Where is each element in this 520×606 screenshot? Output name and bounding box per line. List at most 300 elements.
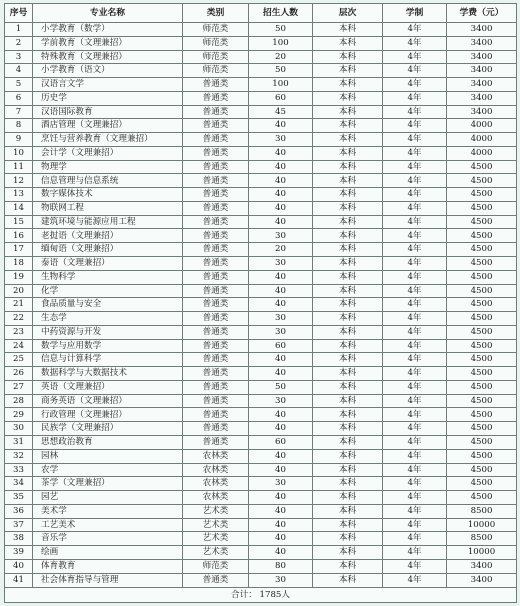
cell-duration: 4年	[383, 284, 447, 298]
cell-tuition: 4500	[447, 491, 517, 505]
cell-level: 本科	[313, 257, 383, 271]
cell-tuition: 4500	[447, 312, 517, 326]
cell-duration: 4年	[383, 518, 447, 532]
cell-index: 2	[5, 36, 33, 50]
table-row	[5, 64, 517, 78]
cell-index: 40	[5, 559, 33, 573]
cell-category: 普通类	[183, 298, 249, 312]
cell-major: 农学	[33, 463, 183, 477]
cell-category: 普通类	[183, 91, 249, 105]
cell-index: 13	[5, 188, 33, 202]
cell-quota: 45	[249, 105, 313, 119]
table-row	[5, 160, 517, 174]
cell-level: 本科	[313, 284, 383, 298]
cell-category: 艺术类	[183, 546, 249, 560]
cell-level: 本科	[313, 463, 383, 477]
cell-tuition: 4500	[447, 174, 517, 188]
cell-category: 普通类	[183, 160, 249, 174]
cell-category: 农林类	[183, 463, 249, 477]
cell-tuition: 3400	[447, 78, 517, 92]
cell-index: 41	[5, 573, 33, 587]
cell-duration: 4年	[383, 119, 447, 133]
cell-index: 6	[5, 91, 33, 105]
cell-tuition: 4500	[447, 215, 517, 229]
cell-quota: 40	[249, 546, 313, 560]
table-row	[5, 312, 517, 326]
cell-quota: 60	[249, 91, 313, 105]
cell-category: 普通类	[183, 201, 249, 215]
table-row	[5, 504, 517, 518]
table-row	[5, 23, 517, 37]
cell-major: 老挝语（文理兼招）	[33, 229, 183, 243]
table-row	[5, 367, 517, 381]
cell-tuition: 4500	[447, 408, 517, 422]
cell-quota: 40	[249, 160, 313, 174]
cell-tuition: 4500	[447, 435, 517, 449]
cell-major: 生物科学	[33, 270, 183, 284]
cell-quota: 50	[249, 23, 313, 37]
table-row	[5, 174, 517, 188]
cell-tuition: 3400	[447, 64, 517, 78]
table-row	[5, 270, 517, 284]
table-row	[5, 408, 517, 422]
cell-level: 本科	[313, 504, 383, 518]
table-row	[5, 243, 517, 257]
cell-tuition: 4500	[447, 380, 517, 394]
cell-major: 园艺	[33, 491, 183, 505]
cell-major: 体育教育	[33, 559, 183, 573]
cell-major: 食品质量与安全	[33, 298, 183, 312]
cell-major: 数学与应用数学	[33, 339, 183, 353]
header-row	[5, 4, 517, 23]
table-row	[5, 477, 517, 491]
cell-major: 音乐学	[33, 532, 183, 546]
cell-major: 物联网工程	[33, 201, 183, 215]
cell-quota: 40	[249, 353, 313, 367]
cell-index: 1	[5, 23, 33, 37]
cell-major: 绘画	[33, 546, 183, 560]
cell-index: 19	[5, 270, 33, 284]
cell-tuition: 4500	[447, 188, 517, 202]
cell-category: 普通类	[183, 146, 249, 160]
cell-duration: 4年	[383, 491, 447, 505]
cell-tuition: 4500	[447, 394, 517, 408]
cell-major: 数据科学与大数据技术	[33, 367, 183, 381]
cell-index: 33	[5, 463, 33, 477]
cell-level: 本科	[313, 546, 383, 560]
table-row	[5, 298, 517, 312]
cell-level: 本科	[313, 339, 383, 353]
cell-duration: 4年	[383, 394, 447, 408]
cell-category: 普通类	[183, 367, 249, 381]
cell-quota: 60	[249, 339, 313, 353]
total-cell: 合计： 1785人	[5, 588, 517, 603]
cell-duration: 4年	[383, 408, 447, 422]
cell-tuition: 4500	[447, 477, 517, 491]
cell-tuition: 3400	[447, 573, 517, 587]
cell-major: 泰语（文理兼招）	[33, 257, 183, 271]
cell-quota: 30	[249, 477, 313, 491]
cell-index: 11	[5, 160, 33, 174]
header-category: 类别	[183, 4, 249, 23]
cell-major: 小学教育（数学）	[33, 23, 183, 37]
table-row	[5, 146, 517, 160]
cell-quota: 40	[249, 491, 313, 505]
cell-major: 建筑环境与能源应用工程	[33, 215, 183, 229]
cell-index: 25	[5, 353, 33, 367]
cell-major: 信息管理与信息系统	[33, 174, 183, 188]
cell-level: 本科	[313, 23, 383, 37]
cell-level: 本科	[313, 532, 383, 546]
table-row	[5, 119, 517, 133]
cell-major: 茶学（文理兼招）	[33, 477, 183, 491]
cell-quota: 30	[249, 325, 313, 339]
cell-level: 本科	[313, 133, 383, 147]
cell-major: 民族学（文理兼招）	[33, 422, 183, 436]
cell-category: 艺术类	[183, 532, 249, 546]
cell-level: 本科	[313, 146, 383, 160]
cell-major: 化学	[33, 284, 183, 298]
cell-quota: 100	[249, 78, 313, 92]
cell-level: 本科	[313, 573, 383, 587]
cell-category: 普通类	[183, 105, 249, 119]
table-row	[5, 380, 517, 394]
cell-index: 16	[5, 229, 33, 243]
cell-quota: 30	[249, 229, 313, 243]
table-row	[5, 188, 517, 202]
cell-duration: 4年	[383, 229, 447, 243]
cell-tuition: 3400	[447, 23, 517, 37]
table-row	[5, 546, 517, 560]
cell-index: 34	[5, 477, 33, 491]
cell-quota: 30	[249, 573, 313, 587]
table-row	[5, 105, 517, 119]
cell-level: 本科	[313, 78, 383, 92]
cell-quota: 40	[249, 119, 313, 133]
cell-index: 38	[5, 532, 33, 546]
cell-tuition: 4500	[447, 284, 517, 298]
cell-quota: 20	[249, 50, 313, 64]
cell-category: 普通类	[183, 435, 249, 449]
cell-major: 历史学	[33, 91, 183, 105]
cell-quota: 80	[249, 559, 313, 573]
cell-index: 22	[5, 312, 33, 326]
cell-duration: 4年	[383, 449, 447, 463]
table-row	[5, 559, 517, 573]
cell-duration: 4年	[383, 559, 447, 573]
table-row	[5, 449, 517, 463]
cell-tuition: 4000	[447, 119, 517, 133]
cell-category: 普通类	[183, 422, 249, 436]
cell-duration: 4年	[383, 422, 447, 436]
cell-tuition: 8500	[447, 532, 517, 546]
cell-duration: 4年	[383, 353, 447, 367]
cell-major: 小学教育（语文）	[33, 64, 183, 78]
cell-tuition: 4500	[447, 257, 517, 271]
cell-index: 12	[5, 174, 33, 188]
cell-category: 艺术类	[183, 518, 249, 532]
cell-quota: 40	[249, 174, 313, 188]
cell-category: 普通类	[183, 408, 249, 422]
cell-index: 32	[5, 449, 33, 463]
enrollment-plan-table	[4, 3, 517, 603]
cell-level: 本科	[313, 243, 383, 257]
enrollment-table-sheet	[4, 3, 516, 603]
cell-duration: 4年	[383, 573, 447, 587]
cell-quota: 40	[249, 449, 313, 463]
cell-level: 本科	[313, 91, 383, 105]
cell-duration: 4年	[383, 504, 447, 518]
cell-duration: 4年	[383, 312, 447, 326]
table-row	[5, 353, 517, 367]
cell-duration: 4年	[383, 380, 447, 394]
cell-duration: 4年	[383, 23, 447, 37]
cell-tuition: 4500	[447, 243, 517, 257]
cell-index: 3	[5, 50, 33, 64]
cell-duration: 4年	[383, 174, 447, 188]
cell-quota: 40	[249, 201, 313, 215]
cell-major: 行政管理（文理兼招）	[33, 408, 183, 422]
cell-major: 信息与计算科学	[33, 353, 183, 367]
cell-category: 师范类	[183, 50, 249, 64]
cell-major: 酒店管理（文理兼招）	[33, 119, 183, 133]
header-level: 层次	[313, 4, 383, 23]
table-row	[5, 91, 517, 105]
cell-category: 普通类	[183, 119, 249, 133]
cell-category: 普通类	[183, 353, 249, 367]
cell-quota: 40	[249, 532, 313, 546]
cell-tuition: 4500	[447, 229, 517, 243]
total-row	[5, 588, 517, 603]
cell-duration: 4年	[383, 546, 447, 560]
cell-level: 本科	[313, 353, 383, 367]
cell-index: 23	[5, 325, 33, 339]
cell-duration: 4年	[383, 298, 447, 312]
cell-tuition: 4500	[447, 449, 517, 463]
cell-duration: 4年	[383, 243, 447, 257]
table-row	[5, 394, 517, 408]
cell-tuition: 4500	[447, 353, 517, 367]
cell-major: 物理学	[33, 160, 183, 174]
cell-level: 本科	[313, 449, 383, 463]
table-row	[5, 491, 517, 505]
cell-category: 农林类	[183, 491, 249, 505]
cell-index: 26	[5, 367, 33, 381]
cell-category: 普通类	[183, 573, 249, 587]
cell-major: 汉语言文学	[33, 78, 183, 92]
cell-duration: 4年	[383, 367, 447, 381]
cell-quota: 40	[249, 422, 313, 436]
cell-level: 本科	[313, 367, 383, 381]
header-index: 序号	[5, 4, 33, 23]
cell-duration: 4年	[383, 36, 447, 50]
cell-quota: 30	[249, 394, 313, 408]
table-row	[5, 257, 517, 271]
cell-tuition: 4500	[447, 298, 517, 312]
cell-quota: 40	[249, 298, 313, 312]
cell-category: 普通类	[183, 133, 249, 147]
cell-category: 师范类	[183, 36, 249, 50]
cell-category: 农林类	[183, 449, 249, 463]
cell-duration: 4年	[383, 215, 447, 229]
cell-quota: 40	[249, 463, 313, 477]
cell-index: 27	[5, 380, 33, 394]
table-row	[5, 50, 517, 64]
cell-tuition: 4500	[447, 339, 517, 353]
cell-major: 商务英语（文理兼招）	[33, 394, 183, 408]
cell-index: 10	[5, 146, 33, 160]
table-row	[5, 532, 517, 546]
cell-duration: 4年	[383, 50, 447, 64]
cell-quota: 40	[249, 518, 313, 532]
cell-category: 普通类	[183, 325, 249, 339]
cell-quota: 40	[249, 146, 313, 160]
cell-duration: 4年	[383, 257, 447, 271]
cell-duration: 4年	[383, 463, 447, 477]
cell-major: 会计学（文理兼招）	[33, 146, 183, 160]
cell-level: 本科	[313, 477, 383, 491]
cell-duration: 4年	[383, 435, 447, 449]
cell-quota: 40	[249, 367, 313, 381]
cell-level: 本科	[313, 422, 383, 436]
cell-tuition: 8500	[447, 504, 517, 518]
cell-category: 普通类	[183, 243, 249, 257]
cell-level: 本科	[313, 50, 383, 64]
table-row	[5, 133, 517, 147]
cell-level: 本科	[313, 188, 383, 202]
cell-index: 4	[5, 64, 33, 78]
cell-quota: 40	[249, 284, 313, 298]
cell-major: 学前教育（文理兼招）	[33, 36, 183, 50]
cell-major: 社会体育指导与管理	[33, 573, 183, 587]
table-row	[5, 36, 517, 50]
cell-quota: 30	[249, 133, 313, 147]
cell-level: 本科	[313, 325, 383, 339]
cell-index: 29	[5, 408, 33, 422]
cell-major: 特殊教育（文理兼招）	[33, 50, 183, 64]
cell-category: 师范类	[183, 23, 249, 37]
cell-duration: 4年	[383, 188, 447, 202]
table-row	[5, 339, 517, 353]
cell-index: 14	[5, 201, 33, 215]
table-row	[5, 215, 517, 229]
cell-tuition: 4500	[447, 463, 517, 477]
table-row	[5, 284, 517, 298]
cell-duration: 4年	[383, 160, 447, 174]
cell-duration: 4年	[383, 91, 447, 105]
cell-index: 17	[5, 243, 33, 257]
cell-tuition: 3400	[447, 50, 517, 64]
cell-duration: 4年	[383, 64, 447, 78]
cell-major: 烹饪与营养教育（文理兼招）	[33, 133, 183, 147]
cell-tuition: 4500	[447, 160, 517, 174]
cell-quota: 50	[249, 380, 313, 394]
header-quota: 招生人数	[249, 4, 313, 23]
cell-category: 普通类	[183, 380, 249, 394]
cell-tuition: 3400	[447, 105, 517, 119]
cell-tuition: 4500	[447, 422, 517, 436]
cell-index: 15	[5, 215, 33, 229]
cell-major: 工艺美术	[33, 518, 183, 532]
cell-category: 普通类	[183, 257, 249, 271]
cell-tuition: 4500	[447, 325, 517, 339]
table-body	[5, 23, 517, 588]
cell-duration: 4年	[383, 270, 447, 284]
cell-tuition: 3400	[447, 559, 517, 573]
cell-duration: 4年	[383, 78, 447, 92]
cell-duration: 4年	[383, 532, 447, 546]
cell-level: 本科	[313, 201, 383, 215]
cell-major: 生态学	[33, 312, 183, 326]
cell-level: 本科	[313, 518, 383, 532]
cell-quota: 40	[249, 188, 313, 202]
cell-tuition: 10000	[447, 546, 517, 560]
cell-category: 普通类	[183, 312, 249, 326]
cell-index: 39	[5, 546, 33, 560]
cell-index: 9	[5, 133, 33, 147]
table-row	[5, 78, 517, 92]
cell-tuition: 10000	[447, 518, 517, 532]
table-row	[5, 201, 517, 215]
cell-level: 本科	[313, 36, 383, 50]
cell-index: 36	[5, 504, 33, 518]
table-row	[5, 229, 517, 243]
cell-major: 汉语国际教育	[33, 105, 183, 119]
cell-level: 本科	[313, 312, 383, 326]
cell-category: 普通类	[183, 394, 249, 408]
cell-quota: 60	[249, 435, 313, 449]
table-row	[5, 325, 517, 339]
header-tuition: 学费（元）	[447, 4, 517, 23]
cell-category: 普通类	[183, 78, 249, 92]
cell-duration: 4年	[383, 477, 447, 491]
cell-category: 普通类	[183, 270, 249, 284]
cell-index: 31	[5, 435, 33, 449]
cell-duration: 4年	[383, 133, 447, 147]
cell-level: 本科	[313, 119, 383, 133]
cell-level: 本科	[313, 270, 383, 284]
cell-duration: 4年	[383, 339, 447, 353]
cell-category: 普通类	[183, 174, 249, 188]
cell-index: 37	[5, 518, 33, 532]
cell-tuition: 4000	[447, 146, 517, 160]
cell-level: 本科	[313, 215, 383, 229]
cell-level: 本科	[313, 380, 383, 394]
cell-quota: 40	[249, 215, 313, 229]
table-row	[5, 435, 517, 449]
cell-quota: 30	[249, 257, 313, 271]
cell-level: 本科	[313, 174, 383, 188]
cell-tuition: 4500	[447, 201, 517, 215]
cell-quota: 100	[249, 36, 313, 50]
cell-major: 美术学	[33, 504, 183, 518]
cell-index: 24	[5, 339, 33, 353]
cell-index: 5	[5, 78, 33, 92]
cell-major: 中药资源与开发	[33, 325, 183, 339]
cell-category: 农林类	[183, 477, 249, 491]
cell-tuition: 4500	[447, 270, 517, 284]
cell-level: 本科	[313, 491, 383, 505]
cell-index: 21	[5, 298, 33, 312]
cell-tuition: 4000	[447, 133, 517, 147]
cell-level: 本科	[313, 408, 383, 422]
table-row	[5, 422, 517, 436]
cell-index: 28	[5, 394, 33, 408]
cell-index: 35	[5, 491, 33, 505]
cell-index: 18	[5, 257, 33, 271]
cell-tuition: 3400	[447, 36, 517, 50]
table-row	[5, 518, 517, 532]
